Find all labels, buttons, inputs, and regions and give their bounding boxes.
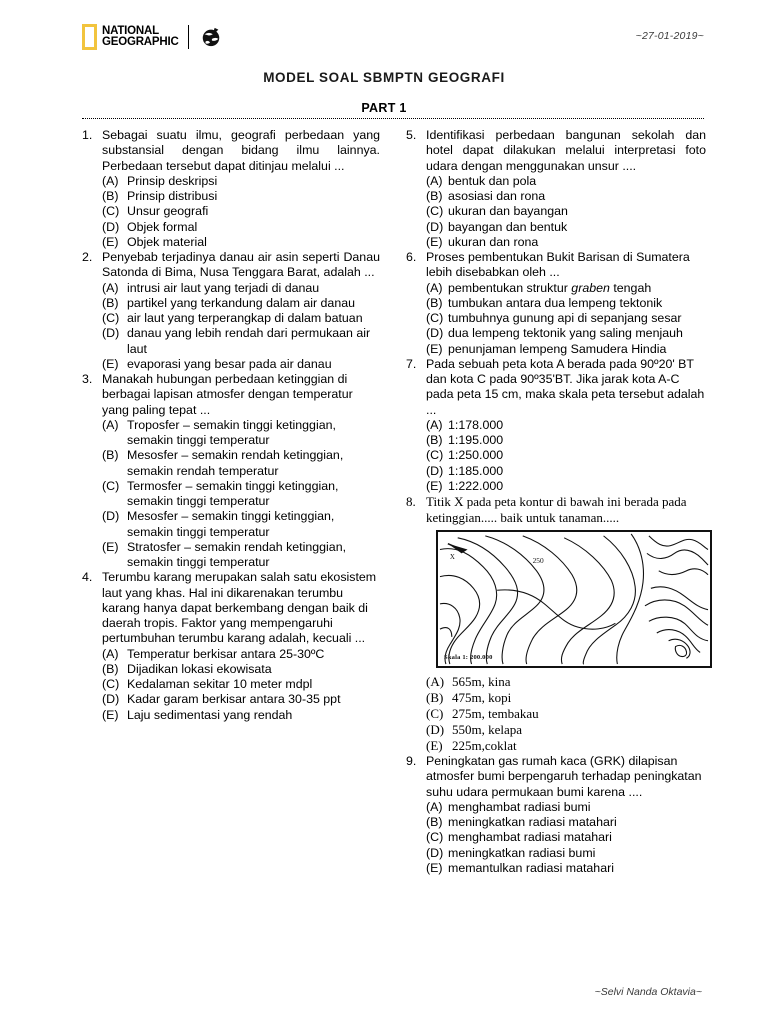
option-key: (C): [426, 204, 444, 219]
question-6-options: [426, 281, 706, 357]
question-5-options: [426, 174, 706, 250]
option-item[interactable]: [102, 647, 380, 662]
left-column: [82, 128, 380, 723]
option-text: intrusi air laut yang terjadi di danau: [127, 280, 320, 295]
option-item[interactable]: [426, 174, 706, 189]
option-text: Unsur geografi: [127, 204, 209, 219]
option-item[interactable]: [426, 418, 706, 433]
option-item[interactable]: [426, 342, 706, 357]
question-9-options: [426, 800, 706, 876]
option-key: (A): [102, 417, 119, 432]
question-4-number: 4.: [82, 570, 93, 585]
option-item[interactable]: [426, 674, 712, 690]
option-text: 1:178.000: [448, 417, 504, 432]
question-9-number: 9.: [406, 754, 417, 769]
option-text: ukuran dan bayangan: [448, 204, 568, 219]
option-text: danau yang lebih rendah dari permukaan air laut: [127, 326, 371, 356]
option-item[interactable]: [102, 677, 380, 692]
option-text: Troposfer – semakin tinggi ketinggian, semakin tinggi temperatur: [127, 417, 336, 447]
option-text: ukuran dan rona: [448, 234, 539, 249]
header-divider: [82, 118, 704, 119]
option-key: (E): [426, 478, 443, 493]
right-column: [406, 128, 706, 876]
option-text: partikel yang terkandung dalam air danau: [127, 295, 355, 310]
option-key: (C): [102, 204, 120, 219]
option-item[interactable]: [102, 296, 380, 311]
option-key: (E): [426, 341, 443, 356]
option-item[interactable]: [426, 189, 706, 204]
option-item[interactable]: [102, 326, 380, 357]
option-text: meningkatkan radiasi matahari: [448, 815, 617, 830]
point-x-label: X: [449, 554, 455, 562]
option-item[interactable]: [102, 662, 380, 677]
question-1: [82, 128, 380, 250]
option-text: Kadar garam berkisar antara 30-35 ppt: [127, 692, 341, 707]
option-key: (C): [426, 830, 444, 845]
option-key: (A): [426, 799, 443, 814]
option-key: (D): [426, 845, 444, 860]
question-7-number: 7.: [406, 356, 417, 371]
question-1-stem: Sebagai suatu ilmu, geografi perbedaan yang substansial dengan bidang ilmu lainnya. Perbedaan tersebut dapat ditinjau melalui ...: [102, 128, 380, 173]
option-key: (A): [102, 646, 119, 661]
option-item[interactable]: [102, 479, 380, 510]
option-key: (C): [102, 311, 120, 325]
option-key: (E): [426, 860, 443, 875]
option-item[interactable]: [426, 800, 706, 815]
option-text: 1:185.000: [448, 463, 504, 478]
option-key: (D): [102, 326, 120, 341]
option-key: (B): [426, 433, 443, 447]
option-key: (E): [102, 539, 119, 554]
question-3-options: [102, 418, 380, 571]
option-item[interactable]: [102, 418, 380, 449]
option-text: meningkatkan radiasi bumi: [448, 845, 596, 860]
option-key: (E): [102, 356, 119, 371]
option-text: Termosfer – semakin tinggi ketinggian, semakin tinggi temperatur: [127, 478, 339, 508]
option-text: Mesosfer – semakin rendah ketinggian, semakin rendah temperatur: [127, 448, 344, 478]
question-8-options: [426, 674, 712, 754]
question-8: [406, 494, 706, 754]
option-item[interactable]: [426, 220, 706, 235]
option-text: Dijadikan lokasi ekowisata: [127, 661, 272, 676]
question-8-number: 8.: [406, 494, 416, 509]
option-item[interactable]: [102, 281, 380, 296]
page-title: MODEL SOAL SBMPTN GEOGRAFI: [263, 70, 505, 85]
option-key: (B): [102, 661, 119, 676]
option-key: (B): [426, 189, 443, 203]
question-3: [82, 372, 380, 570]
option-item[interactable]: [426, 861, 706, 876]
option-item[interactable]: [426, 311, 706, 326]
option-text: menghambat radiasi matahari: [448, 830, 612, 845]
logo-divider: [188, 25, 189, 49]
contour-value-label: 250: [532, 556, 544, 566]
option-item[interactable]: [426, 326, 706, 341]
option-text: Prinsip deskripsi: [127, 173, 218, 188]
option-text: 275m, tembakau: [452, 706, 539, 722]
question-6: [406, 250, 706, 357]
contour-map-figure: [436, 530, 712, 668]
question-2-stem: Penyebab terjadinya danau air asin seperti Danau Satonda di Bima, Nusa Tenggara Barat, adalah ...: [102, 250, 380, 280]
option-item[interactable]: [426, 296, 706, 311]
option-key: (D): [426, 722, 445, 738]
option-key: (D): [102, 692, 120, 707]
option-item[interactable]: [102, 311, 380, 326]
option-item[interactable]: [426, 464, 706, 479]
option-key: (A): [426, 417, 443, 432]
option-key: (A): [426, 173, 443, 188]
option-item[interactable]: [102, 204, 380, 219]
question-6-number: 6.: [406, 250, 417, 264]
option-text: 565m, kina: [452, 674, 511, 690]
question-columns: [82, 128, 706, 876]
option-key: (A): [426, 674, 445, 690]
option-item[interactable]: [102, 540, 380, 571]
option-text: tumbukan antara dua lempeng tektonik: [448, 295, 663, 310]
option-text: tumbuhnya gunung api di sepanjang sesar: [448, 311, 682, 325]
option-text: menghambat radiasi bumi: [448, 799, 591, 814]
question-5: [406, 128, 706, 250]
option-text: dua lempeng tektonik yang saling menjauh: [448, 326, 683, 341]
logo-line-2: GEOGRAPHIC: [102, 36, 179, 48]
option-item[interactable]: [102, 220, 380, 235]
option-text: Objek formal: [127, 219, 198, 234]
question-4-stem: Terumbu karang merupakan salah satu ekosistem laut yang khas. Hal ini dikarenakan terumbu karang hanya dapat berkembang dengan baik di daerah tropis. Faktor yang mempengaruhi pertumbuhan terumbu karang adalah, kecuali ...: [102, 570, 377, 646]
question-2-options: [102, 281, 380, 373]
option-text: penunjaman lempeng Samudera Hindia: [448, 341, 667, 356]
option-key: (D): [102, 509, 120, 524]
option-key: (E): [426, 234, 443, 249]
globe-icon: [200, 26, 222, 48]
option-item[interactable]: [102, 448, 380, 479]
option-item[interactable]: [426, 706, 712, 722]
option-item[interactable]: [426, 738, 712, 754]
option-item[interactable]: [426, 448, 706, 463]
option-key: (D): [426, 463, 444, 478]
option-item[interactable]: [102, 708, 380, 723]
part-label: PART 1: [361, 101, 407, 115]
option-item[interactable]: [426, 846, 706, 861]
option-key: (B): [426, 815, 443, 830]
question-9: [406, 754, 706, 876]
option-text: 550m, kelapa: [452, 722, 523, 738]
question-8-stem: Titik X pada peta kontur di bawah ini berada pada ketinggian..... baik untuk tanaman.....: [426, 494, 687, 525]
option-key: (A): [426, 280, 443, 295]
question-7-stem: Pada sebuah peta kota A berada pada 90º20' BT dan kota C pada 90º35'BT. Jika jarak kota A-C pada peta 15 cm, maka skala peta tersebut adalah ...: [426, 356, 705, 417]
option-item[interactable]: [426, 235, 706, 250]
question-1-options: [102, 174, 380, 250]
option-key: (A): [102, 280, 119, 295]
option-text: Temperatur berkisar antara 25-30ºC: [127, 646, 325, 661]
option-key: (C): [102, 478, 120, 493]
option-text: asosiasi dan rona: [448, 189, 546, 203]
option-key: (A): [102, 173, 119, 188]
question-2-number: 2.: [82, 250, 93, 264]
option-key: (B): [426, 690, 444, 706]
option-key: (B): [102, 448, 119, 463]
option-text: evaporasi yang besar pada air danau: [127, 356, 332, 371]
option-item[interactable]: [426, 722, 712, 738]
option-text: air laut yang terperangkap di dalam batuan: [127, 311, 363, 325]
option-text-part: pembentukan struktur: [448, 280, 572, 295]
question-5-stem: Identifikasi perbedaan bangunan sekolah dan hotel dapat dilakukan melalui interpretasi foto udara dengan menggunakan unsur ....: [426, 128, 706, 173]
logo-line-1: NATIONAL: [102, 24, 159, 37]
option-item[interactable]: [426, 433, 706, 448]
question-2: [82, 250, 380, 372]
option-text: Laju sedimentasi yang rendah: [127, 707, 293, 722]
option-text: memantulkan radiasi matahari: [448, 860, 614, 875]
question-9-stem: Peningkatan gas rumah kaca (GRK) dilapisan atmosfer bumi berpengaruh terhadap peningkatan suhu udara permukaan bumi karena ....: [426, 754, 702, 799]
option-item[interactable]: [102, 509, 380, 540]
option-key: (B): [426, 295, 443, 310]
option-item[interactable]: [426, 479, 706, 494]
option-text: Prinsip distribusi: [127, 189, 218, 203]
nat-geo-wordmark: [102, 26, 179, 49]
option-item[interactable]: [426, 281, 706, 296]
option-item[interactable]: [102, 189, 380, 204]
question-1-number: 1.: [82, 128, 93, 142]
option-key: (D): [426, 326, 444, 341]
option-key: (E): [426, 738, 443, 754]
document-date: ~27-01-2019~: [635, 30, 704, 42]
national-geographic-logo: [82, 24, 222, 50]
question-7: [406, 357, 706, 494]
option-text: 1:222.000: [448, 478, 504, 493]
question-3-number: 3.: [82, 372, 93, 386]
option-key: (E): [102, 707, 119, 722]
option-text: Kedalaman sekitar 10 meter mdpl: [127, 677, 313, 691]
option-item[interactable]: [102, 357, 380, 372]
option-key: (D): [102, 219, 120, 234]
option-text: 1:250.000: [448, 448, 504, 463]
option-text: 475m, kopi: [452, 690, 512, 706]
option-text: Mesosfer – semakin tinggi ketinggian, semakin tinggi temperatur: [127, 509, 335, 539]
question-3-stem: Manakah hubungan perbedaan ketinggian di berbagai lapisan atmosfer dengan temperatur yang paling tepat ...: [102, 372, 353, 417]
option-item[interactable]: [426, 204, 706, 219]
option-text: Stratosfer – semakin rendah ketinggian, semakin tinggi temperatur: [127, 539, 347, 569]
question-6-stem: Proses pembentukan Bukit Barisan di Sumatera lebih disebabkan oleh ...: [426, 250, 690, 280]
map-scale-label: Skala 1: 200.000: [444, 654, 493, 662]
document-header: [0, 0, 768, 62]
nat-geo-yellow-border-icon: [82, 24, 97, 50]
option-key: (C): [426, 448, 444, 463]
option-key: (C): [102, 677, 120, 691]
option-text: 225m,coklat: [452, 738, 517, 754]
option-key: (D): [426, 219, 444, 234]
option-text: Objek material: [127, 234, 207, 249]
question-4: [82, 570, 380, 723]
question-7-options: [426, 418, 706, 494]
option-item[interactable]: [102, 235, 380, 250]
option-key: (C): [426, 311, 444, 325]
option-text: bentuk dan pola: [448, 173, 537, 188]
option-text: 1:195.000: [448, 433, 504, 447]
option-emphasis: graben: [571, 280, 610, 295]
option-item[interactable]: [426, 690, 712, 706]
option-text: [448, 281, 706, 296]
option-item[interactable]: [102, 692, 380, 707]
option-item[interactable]: [426, 815, 706, 830]
option-item[interactable]: [102, 174, 380, 189]
option-text-tail: tengah: [609, 280, 652, 295]
option-key: (B): [102, 189, 119, 203]
document-footer: ~Selvi Nanda Oktavia~: [594, 986, 702, 998]
question-5-number: 5.: [406, 128, 417, 142]
option-key: (E): [102, 234, 119, 249]
option-key: (C): [426, 706, 444, 722]
question-4-options: [102, 647, 380, 723]
option-text: bayangan dan bentuk: [448, 219, 568, 234]
option-item[interactable]: [426, 830, 706, 845]
option-key: (B): [102, 295, 119, 310]
